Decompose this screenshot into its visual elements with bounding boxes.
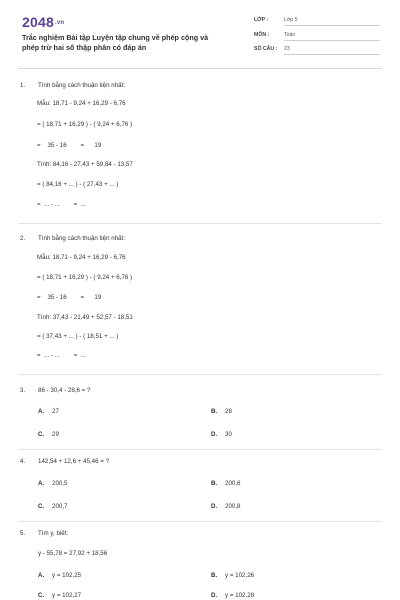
option-label: A. [38, 572, 45, 579]
option-label: C. [38, 431, 45, 438]
question-text: 142,54 + 12,6 + 45,46 = ? [38, 458, 110, 465]
meta-key: SỐ CÂU : [254, 46, 278, 52]
question-text: 86 - 30,4 - 28,6 = ? [38, 387, 91, 394]
question-divider [18, 521, 382, 522]
option-value: 28 [225, 408, 232, 415]
option-a[interactable] [38, 572, 81, 579]
work-line: Tính: 37,43 - 21,49 + 52,57 - 18,51 [37, 314, 133, 321]
work-line: = 35 - 16 = 19 [37, 142, 102, 149]
option-b[interactable] [211, 572, 254, 579]
question-number: 3. [20, 387, 26, 394]
option-a[interactable] [38, 480, 67, 487]
brand-main: 2048 [22, 14, 54, 30]
question-text: Tính bằng cách thuận tiện nhất: [38, 82, 126, 89]
work-line: Mẫu: 18,71 - 9,24 + 16,29 - 6,76 [37, 100, 126, 107]
work-line: Tính: 84,16 - 27,43 + 59,84 - 13,57 [37, 161, 133, 168]
question-number: 1. [20, 82, 26, 89]
work-line: = 35 - 16 = 19 [37, 294, 102, 301]
option-label: C. [38, 503, 45, 510]
question-number: 5. [20, 530, 26, 537]
option-label: A. [38, 408, 45, 415]
option-c[interactable] [38, 503, 67, 510]
meta-value: Lớp 5 [284, 17, 380, 26]
option-value: 200,5 [52, 480, 68, 487]
option-d[interactable] [211, 592, 254, 599]
option-label: B. [211, 408, 218, 415]
option-label: D. [211, 503, 218, 510]
meta-row-count [254, 46, 380, 58]
work-line: = ( 84,16 + ... ) - ( 27,43 + ... ) [37, 181, 119, 188]
question-divider [18, 449, 382, 450]
work-line: = ... - ... = ... [37, 201, 86, 208]
option-label: C. [38, 592, 45, 599]
question-number: 4. [20, 458, 26, 465]
work-line: = ... - ... = ... [37, 352, 86, 359]
option-value: y = 102,25 [52, 572, 82, 579]
option-d[interactable] [211, 431, 232, 438]
option-c[interactable] [38, 431, 59, 438]
work-line: = ( 18,71 + 16,29 ) - ( 9,24 + 6,76 ) [37, 274, 133, 281]
question-divider [18, 374, 382, 375]
option-value: 200,6 [225, 480, 241, 487]
option-value: 200,7 [52, 503, 68, 510]
meta-row-class [254, 17, 380, 29]
work-line: = ( 37,43 + ... ) - ( 18,51 + ... ) [37, 333, 119, 340]
option-value: 27 [52, 408, 59, 415]
option-value: y = 102,27 [52, 592, 82, 599]
meta-value: 23 [284, 46, 380, 55]
work-line: Mẫu: 18,71 - 9,24 + 16,29 - 6,76 [37, 254, 126, 261]
option-a[interactable] [38, 408, 59, 415]
brand-logo[interactable] [22, 14, 64, 30]
meta-value: Toán [284, 32, 380, 41]
option-label: B. [211, 572, 218, 579]
meta-key: MÔN : [254, 32, 270, 38]
header-divider [18, 68, 382, 69]
option-value: 200,8 [225, 503, 241, 510]
option-value: 29 [52, 431, 59, 438]
option-c[interactable] [38, 592, 81, 599]
option-d[interactable] [211, 503, 240, 510]
option-label: B. [211, 480, 218, 487]
option-b[interactable] [211, 480, 240, 487]
question-text: Tính bằng cách thuận tiện nhất: [38, 235, 126, 242]
option-b[interactable] [211, 408, 232, 415]
meta-row-subject [254, 32, 380, 44]
question-divider [18, 223, 382, 224]
work-line: = ( 18,71 + 16,29 ) - ( 9,24 + 6,76 ) [37, 121, 133, 128]
question-text: Tìm y, biết: [38, 530, 69, 537]
option-label: D. [211, 592, 218, 599]
option-label: A. [38, 480, 45, 487]
meta-key: LỚP : [254, 17, 269, 23]
option-value: 30 [225, 431, 232, 438]
question-expression: y - 55,78 = 27,92 + 18,56 [38, 550, 108, 557]
question-number: 2. [20, 235, 26, 242]
option-value: y = 102,26 [225, 572, 255, 579]
document-title: Trắc nghiệm Bài tập Luyện tập chung về phép cộng và phép trừ hai số thập phân có đáp án [22, 33, 209, 52]
option-label: D. [211, 431, 218, 438]
option-value: y = 102,28 [225, 592, 255, 599]
brand-tld: .vn [54, 20, 65, 27]
